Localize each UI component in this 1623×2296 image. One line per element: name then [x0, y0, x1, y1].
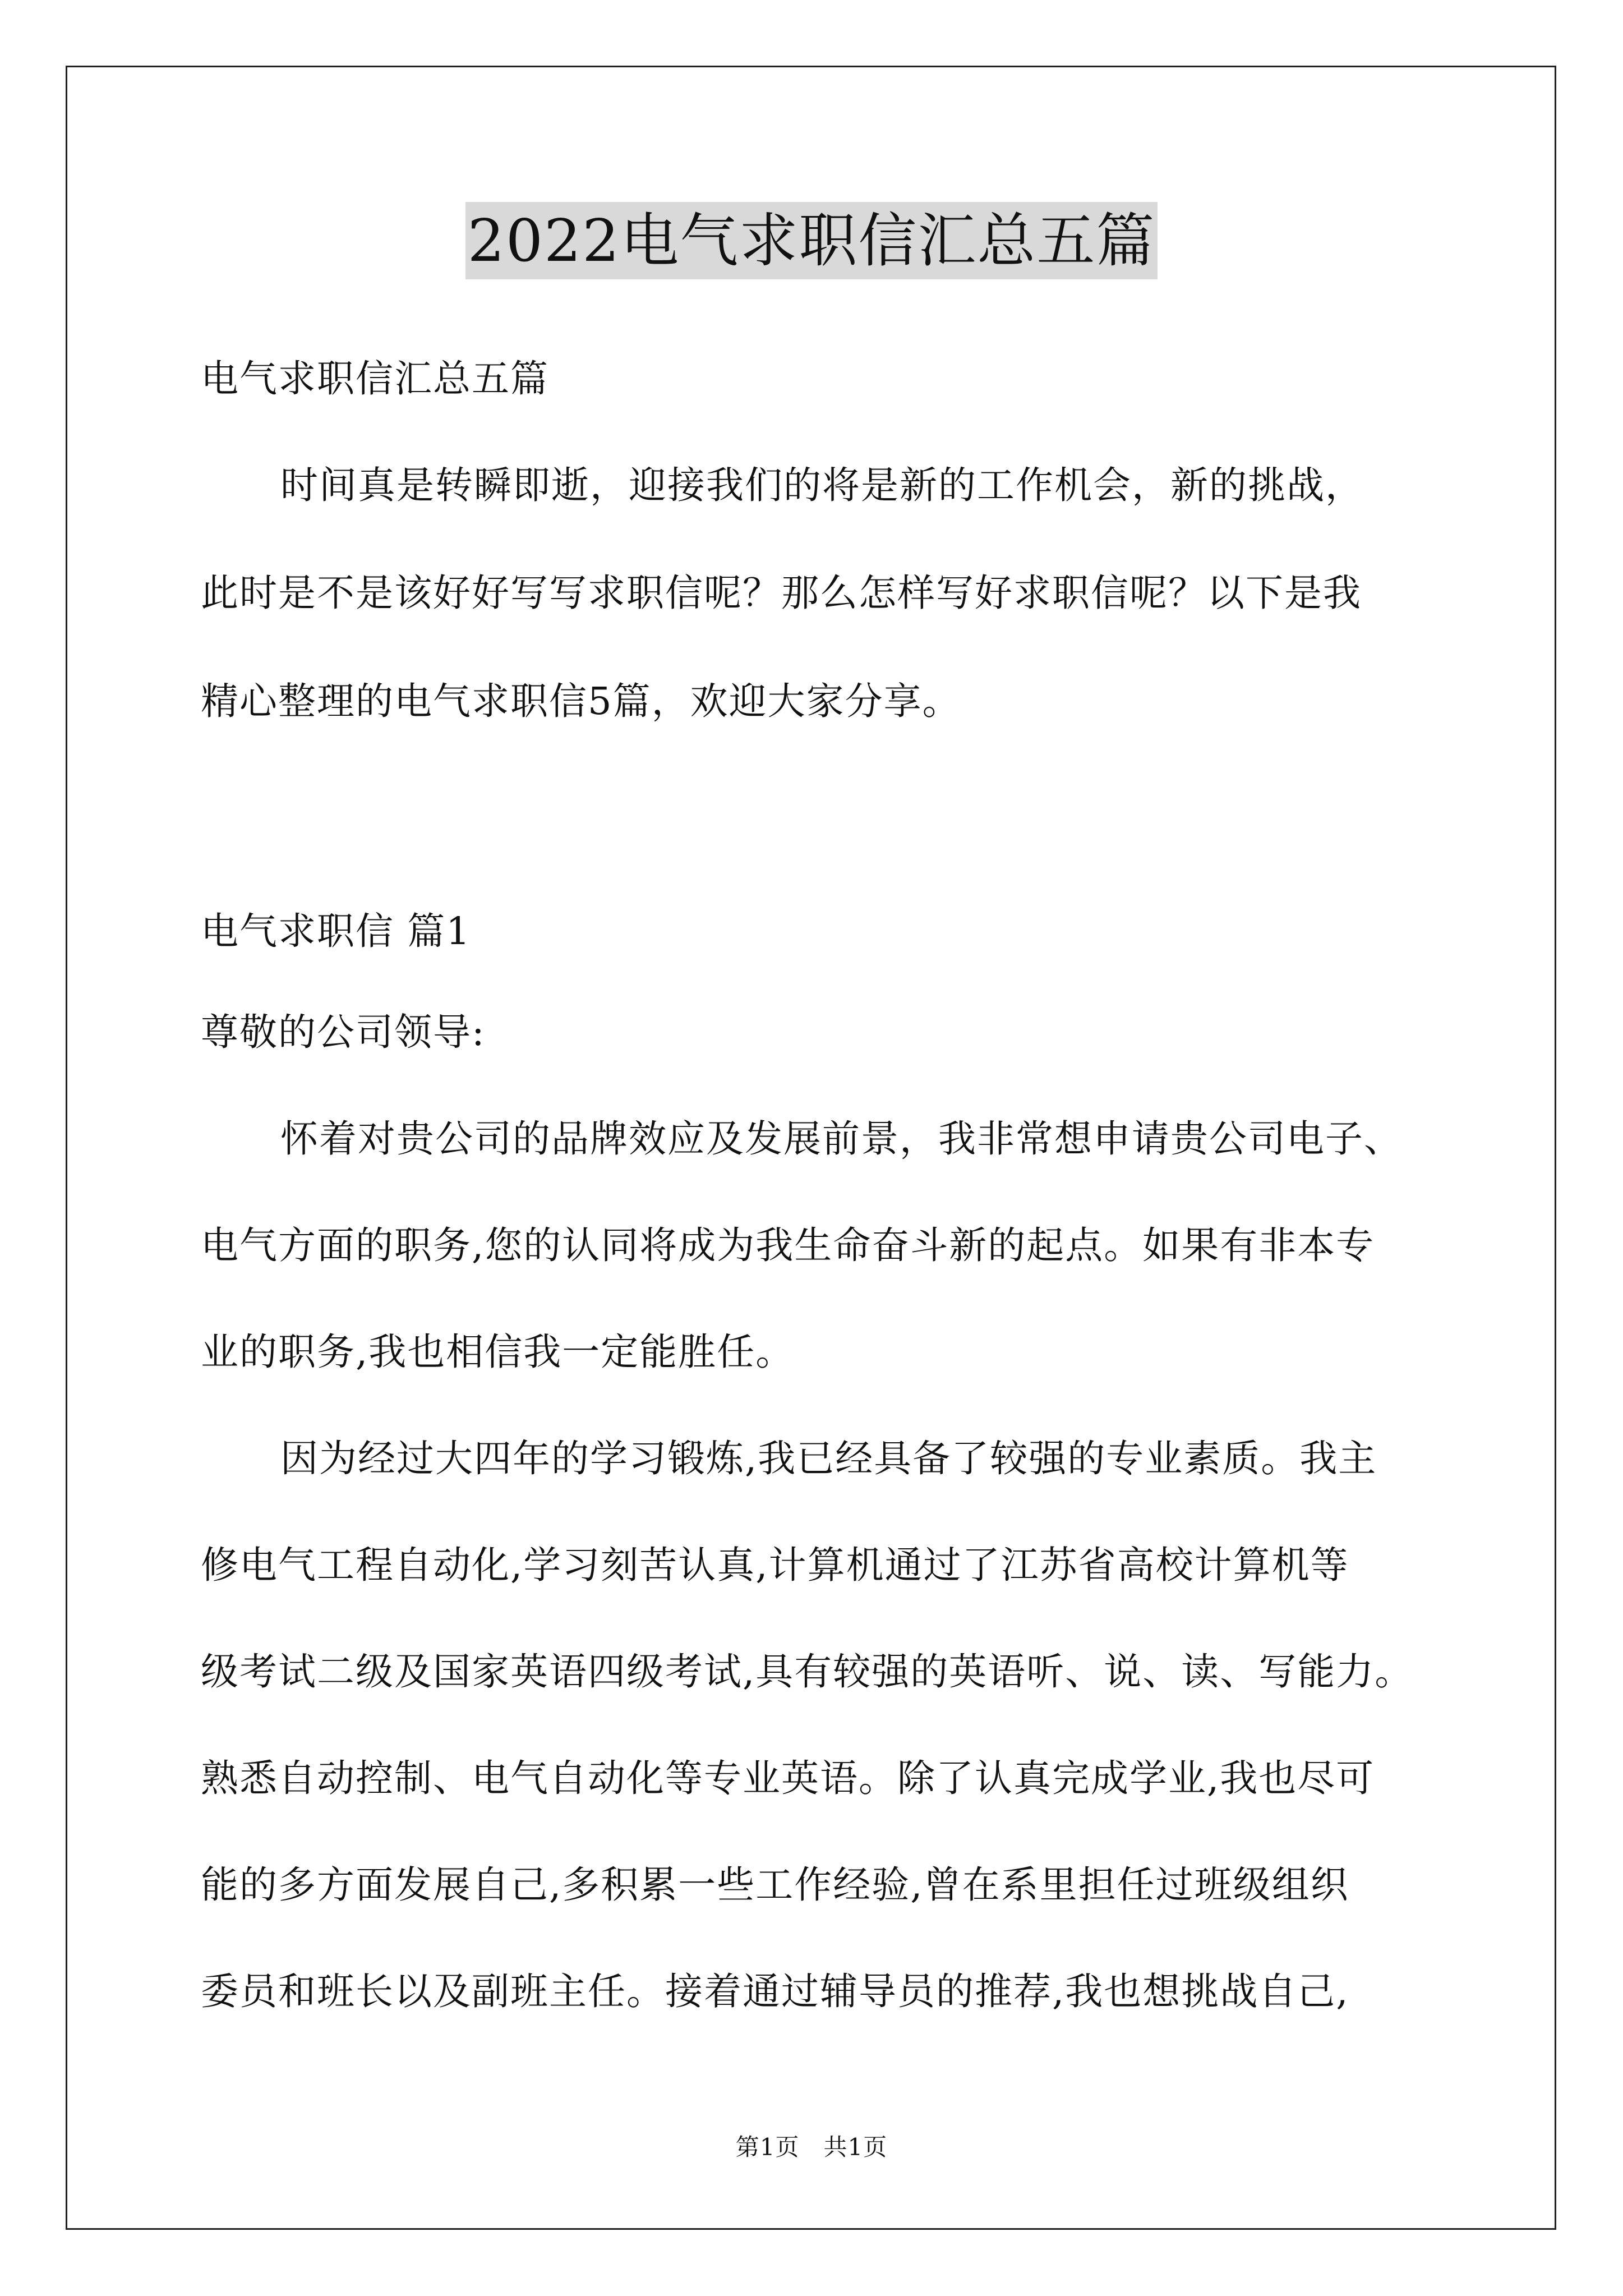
- title-container: [0, 202, 1623, 279]
- section-heading: 电气求职信 篇1: [201, 909, 471, 953]
- paragraph1-line-1: 怀着对贵公司的品牌效应及发展前景，我非常想申请贵公司电子、: [280, 1117, 1403, 1161]
- page-footer: 第1页 共1页: [735, 2133, 888, 2161]
- intro-line-1: 时间真是转瞬即逝，迎接我们的将是新的工作机会，新的挑战，: [280, 463, 1364, 507]
- paragraph2-line-5: 能的多方面发展自己,多积累一些工作经验,曾在系里担任过班级组织: [201, 1863, 1349, 1907]
- document-title: 2022电气求职信汇总五篇: [465, 202, 1158, 279]
- intro-line-2: 此时是不是该好好写写求职信呢？那么怎样写好求职信呢？以下是我: [201, 571, 1362, 615]
- paragraph2-line-2: 修电气工程自动化,学习刻苦认真,计算机通过了江苏省高校计算机等: [201, 1543, 1349, 1587]
- paragraph1-line-2: 电气方面的职务,您的认同将成为我生命奋斗新的起点。如果有非本专: [201, 1223, 1375, 1267]
- intro-line-3: 精心整理的电气求职信5篇，欢迎大家分享。: [201, 679, 961, 723]
- paragraph2-line-3: 级考试二级及国家英语四级考试,具有较强的英语听、说、读、写能力。: [201, 1650, 1414, 1694]
- salutation: 尊敬的公司领导:: [201, 1010, 486, 1054]
- document-subtitle: 电气求职信汇总五篇: [201, 357, 549, 401]
- paragraph1-line-3: 业的职务,我也相信我一定能胜任。: [201, 1330, 795, 1374]
- paragraph2-line-4: 熟悉自动控制、电气自动化等专业英语。除了认真完成学业,我也尽可: [201, 1756, 1375, 1800]
- paragraph2-line-1: 因为经过大四年的学习锻炼,我已经具备了较强的专业素质。我主: [280, 1437, 1377, 1480]
- paragraph2-line-6: 委员和班长以及副班主任。接着通过辅导员的推荐,我也想挑战自己,: [201, 1970, 1349, 2013]
